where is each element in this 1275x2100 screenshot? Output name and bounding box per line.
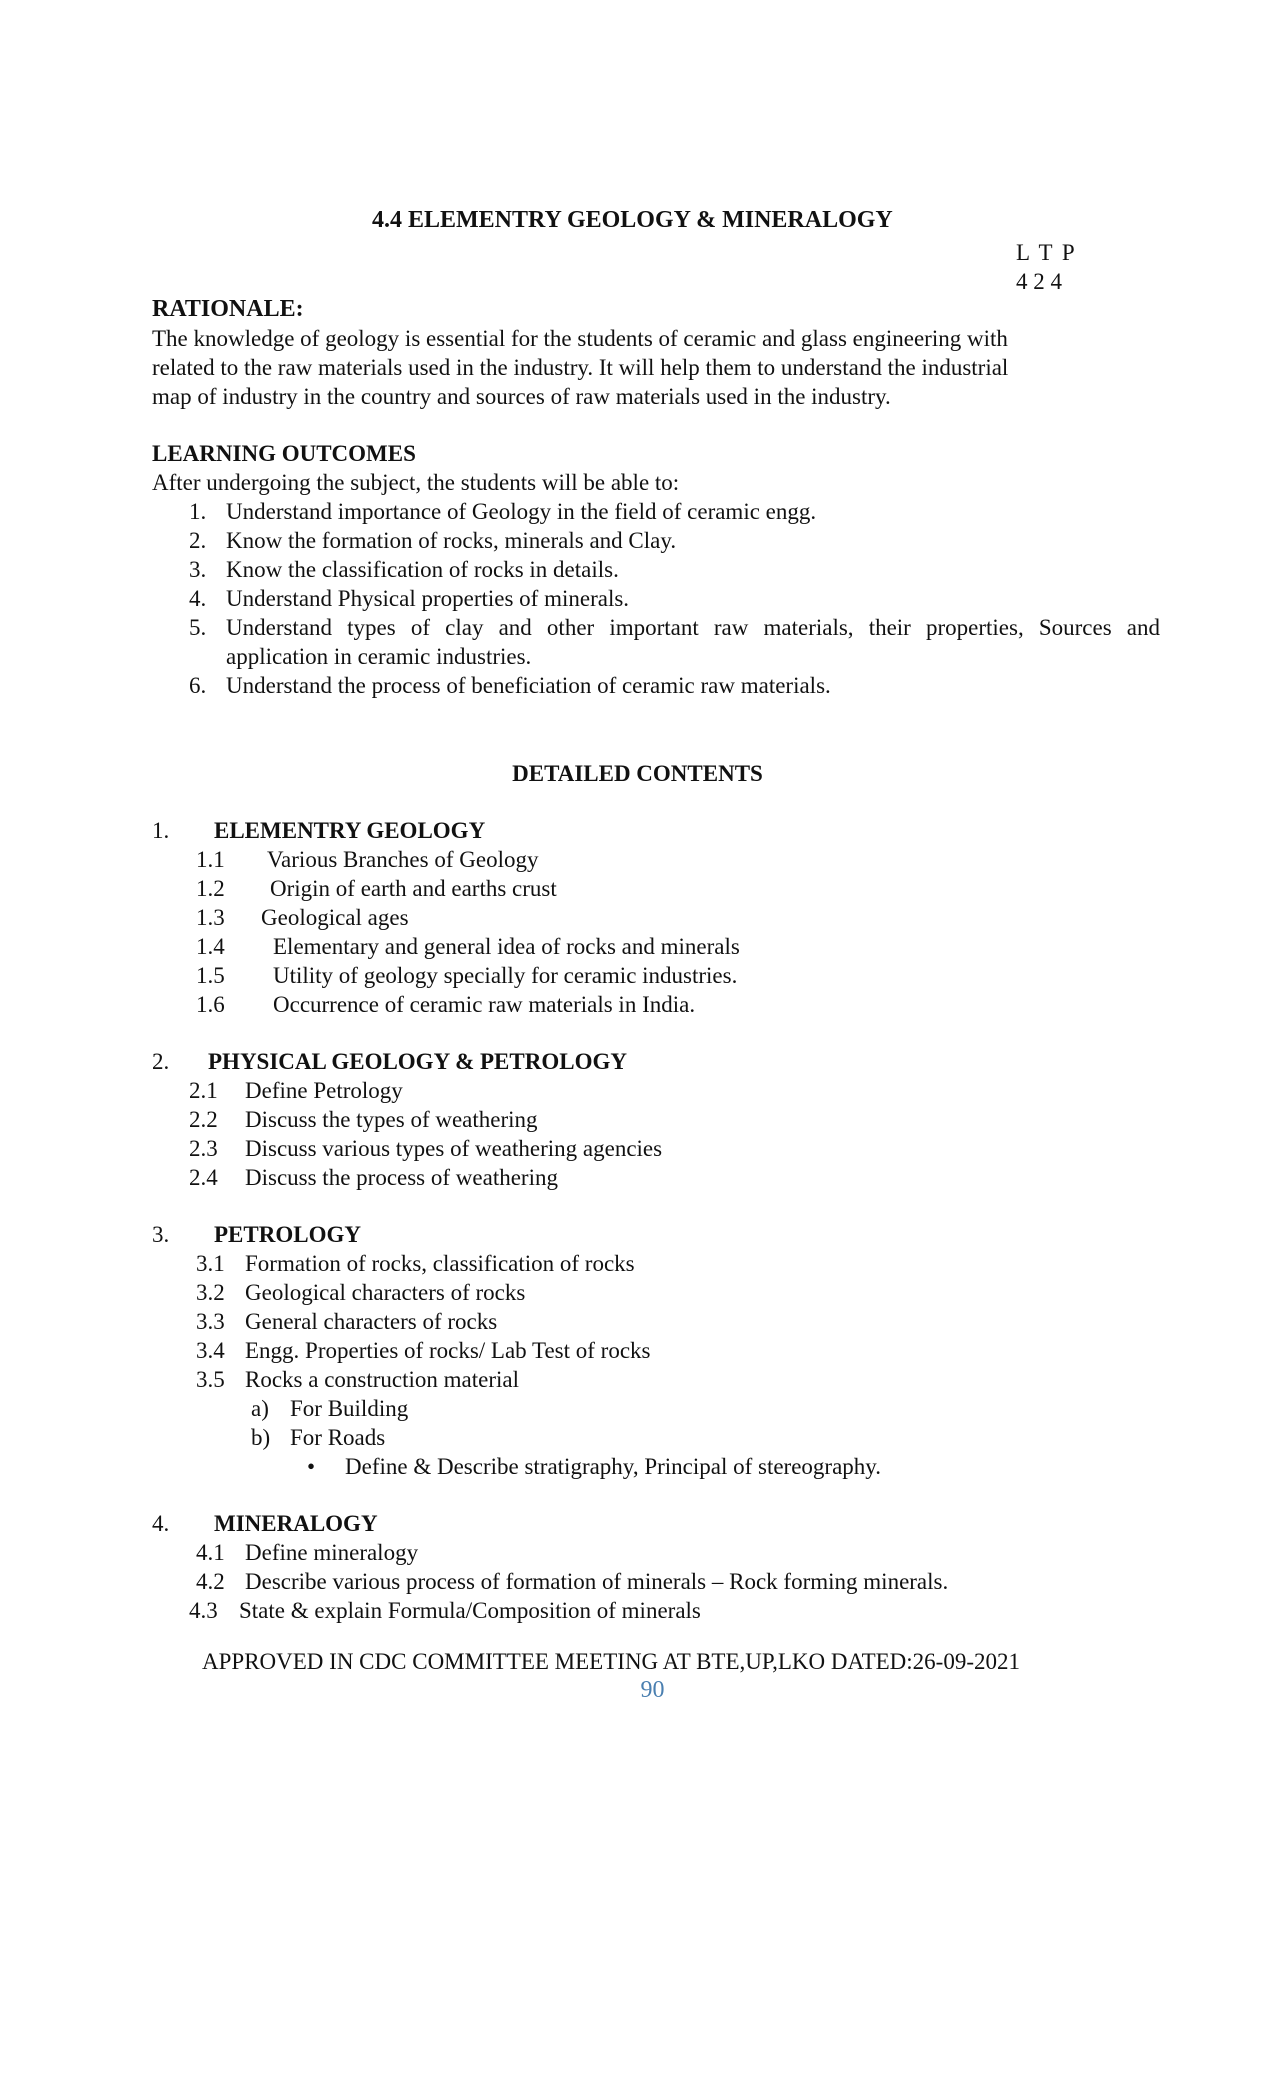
section-number: 4. — [152, 1511, 170, 1536]
topic-text: Describe various process of formation of minerals – Rock forming minerals. — [245, 1569, 949, 1594]
rationale-line: The knowledge of geology is essential for the students of ceramic and glass engineering with — [152, 326, 1008, 351]
section-number: 2. — [152, 1049, 170, 1074]
section-title: MINERALOGY — [214, 1511, 378, 1536]
topic-number: 1.4 — [196, 934, 225, 959]
topic-text: Geological ages — [261, 905, 409, 930]
page-title: 4.4 ELEMENTRY GEOLOGY & MINERALOGY — [372, 207, 893, 233]
topic-number: 1.6 — [196, 992, 225, 1017]
topic-text: Discuss the process of weathering — [245, 1165, 558, 1190]
topic-number: 3.1 — [196, 1251, 225, 1276]
rationale-line: map of industry in the country and sources of raw materials used in the industry. — [152, 384, 891, 409]
bullet-icon: • — [307, 1454, 316, 1479]
outcome-text-continued: application in ceramic industries. — [226, 644, 532, 669]
topic-text: Various Branches of Geology — [267, 847, 539, 872]
topic-text: Engg. Properties of rocks/ Lab Test of rocks — [245, 1338, 651, 1363]
topic-number: 1.2 — [196, 876, 225, 901]
topic-number: 1.3 — [196, 905, 225, 930]
outcome-number: 4. — [189, 586, 207, 611]
topic-number: 2.3 — [189, 1136, 218, 1161]
topic-number: 3.2 — [196, 1280, 225, 1305]
sub-item-letter: b) — [251, 1425, 271, 1450]
section-title: PETROLOGY — [214, 1222, 361, 1247]
topic-number: 2.4 — [189, 1165, 218, 1190]
topic-text: Discuss the types of weathering — [245, 1107, 538, 1132]
outcome-number: 2. — [189, 528, 207, 553]
topic-number: 4.2 — [196, 1569, 225, 1594]
topic-number: 3.4 — [196, 1338, 225, 1363]
outcome-text: Know the formation of rocks, minerals and Clay. — [226, 528, 677, 553]
sub-item-text: For Roads — [290, 1425, 386, 1450]
topic-text: Elementary and general idea of rocks and minerals — [273, 934, 740, 959]
topic-text: State & explain Formula/Composition of minerals — [239, 1598, 701, 1623]
topic-number: 1.5 — [196, 963, 225, 988]
topic-text: Formation of rocks, classification of rocks — [245, 1251, 635, 1276]
topic-text: Define mineralogy — [245, 1540, 419, 1565]
topic-text: Geological characters of rocks — [245, 1280, 526, 1305]
topic-number: 4.3 — [189, 1598, 218, 1623]
section-number: 3. — [152, 1222, 170, 1247]
rationale-line: related to the raw materials used in the industry. It will help them to understand the industrial — [152, 355, 1009, 380]
outcome-text: Understand types of clay and other important raw materials, their properties, Sources and — [226, 615, 1160, 640]
outcome-number: 6. — [189, 673, 207, 698]
topic-number: 2.1 — [189, 1078, 218, 1103]
outcome-number: 3. — [189, 557, 207, 582]
section-number: 1. — [152, 818, 170, 843]
approval-note: APPROVED IN CDC COMMITTEE MEETING AT BTE,UP,LKO DATED:26-09-2021 — [202, 1649, 1020, 1674]
topic-number: 3.3 — [196, 1309, 225, 1334]
section-title: ELEMENTRY GEOLOGY — [214, 818, 486, 843]
topic-text: Define Petrology — [245, 1078, 403, 1103]
page-number: 90 — [640, 1677, 665, 1703]
section-title: PHYSICAL GEOLOGY & PETROLOGY — [208, 1049, 627, 1074]
topic-number: 3.5 — [196, 1367, 225, 1392]
sub-item-text: For Building — [290, 1396, 409, 1421]
topic-text: Rocks a construction material — [245, 1367, 520, 1392]
bullet-text: Define & Describe stratigraphy, Principal of stereography. — [345, 1454, 882, 1479]
ltp-header: L T P — [1016, 240, 1075, 265]
topic-number: 2.2 — [189, 1107, 218, 1132]
ltp-values: 4 2 4 — [1016, 269, 1062, 294]
topic-text: Discuss various types of weathering agencies — [245, 1136, 663, 1161]
sub-item-letter: a) — [251, 1396, 269, 1421]
outcome-number: 1. — [189, 499, 207, 524]
topic-text: Origin of earth and earths crust — [270, 876, 557, 901]
learning-outcomes-intro: After undergoing the subject, the students will be able to: — [152, 470, 680, 495]
detailed-contents-heading: DETAILED CONTENTS — [512, 761, 763, 786]
learning-outcomes-heading: LEARNING OUTCOMES — [152, 441, 416, 466]
rationale-heading: RATIONALE: — [152, 296, 304, 322]
outcome-number: 5. — [189, 615, 207, 640]
outcome-text: Understand importance of Geology in the field of ceramic engg. — [226, 499, 817, 524]
outcome-text: Know the classification of rocks in details. — [226, 557, 619, 582]
topic-text: Occurrence of ceramic raw materials in India. — [273, 992, 696, 1017]
topic-text: Utility of geology specially for ceramic industries. — [273, 963, 738, 988]
outcome-text: Understand the process of beneficiation of ceramic raw materials. — [226, 673, 831, 698]
topic-number: 1.1 — [196, 847, 225, 872]
topic-text: General characters of rocks — [245, 1309, 498, 1334]
topic-number: 4.1 — [196, 1540, 225, 1565]
outcome-text: Understand Physical properties of minerals. — [226, 586, 630, 611]
